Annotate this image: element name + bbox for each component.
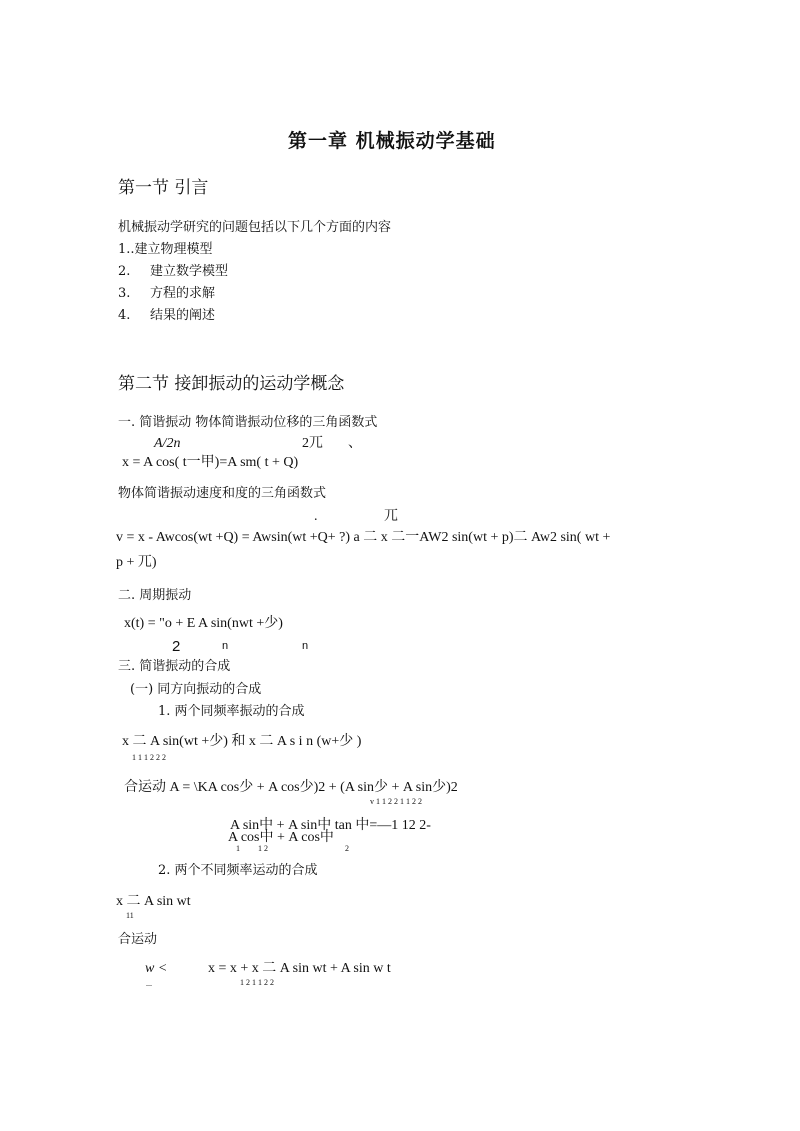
formula-same-frequency: x 二 A sin(wt +少) 和 x 二 A s i n (w+少 )	[122, 734, 362, 749]
list-number: 2.	[118, 264, 131, 279]
paragraph: (一) 同方向振动的合成	[130, 682, 262, 697]
paragraph: 2. 两个不同频率运动的合成	[158, 863, 318, 878]
formula-subscripts: v 1 1 2 2 1 1 2 2	[370, 797, 422, 806]
paragraph: 二. 周期振动	[118, 588, 192, 603]
list-item: 1..建立物理模型	[118, 242, 213, 257]
formula-phase-numerator: A sin中 + A sin中 tan 中=—1 12 2-	[230, 818, 431, 833]
section1-intro: 机械振动学研究的问题包括以下几个方面的内容	[118, 220, 392, 235]
paragraph: 合运动	[118, 932, 158, 947]
formula-displacement: x = A cos( t一甲)=A sm( t + Q)	[122, 455, 299, 470]
formula-subscripts: 1 2 1 1 2 2	[240, 978, 274, 987]
formula-annotation: 、	[348, 436, 362, 451]
section2-heading: 第二节 接卸振动的运动学概念	[118, 374, 345, 394]
list-number: 3.	[118, 286, 131, 301]
formula-annotation: A/2n	[154, 436, 181, 451]
paragraph: 一. 简谐振动 物体简谐振动位移的三角函数式	[118, 415, 378, 430]
formula-periodic: x(t) = "o + E A sin(nwt +少)	[124, 616, 283, 631]
list-item: 建立数学模型	[150, 264, 229, 279]
formula-subscripts: 1 1 1 2 2 2	[132, 753, 166, 762]
formula-subscripts: 1 2	[258, 844, 268, 853]
formula-subscripts: 2	[345, 844, 349, 853]
formula-annotation: 兀	[384, 509, 398, 524]
formula-phase-denominator: A cos中 + A cos中	[228, 830, 334, 845]
formula-annotation: 2兀	[302, 436, 323, 451]
page-title: 第一章 机械振动学基础	[288, 130, 496, 152]
formula-annotation: w <	[145, 961, 168, 976]
formula-annotation: ...	[146, 979, 152, 988]
formula-subscripts: 1	[236, 844, 240, 853]
list-item: 结果的阐述	[150, 308, 216, 323]
formula-different-frequency: x 二 A sin wt	[116, 894, 191, 909]
formula-velocity-cont: p + 兀)	[116, 555, 157, 570]
formula-velocity: v = x - Awcos(wt +Q) = Awsin(wt +Q+ ?) a 二 x 二一AW2 sin(wt + p)二 Aw2 sin( wt +	[116, 530, 611, 545]
formula-sum: x = x + x 二 A sin wt + A sin w t	[208, 961, 391, 976]
formula-resultant-amplitude: 合运动 A = \KA cos少 + A cos少)2 + (A sin少 + A sin少)2	[124, 780, 458, 795]
formula-subscripts: 11	[126, 911, 134, 920]
paragraph: 1. 两个同频率振动的合成	[158, 704, 305, 719]
formula-annotation: n	[302, 640, 309, 652]
section1-heading: 第一节 引言	[118, 178, 209, 198]
formula-annotation: n	[222, 640, 229, 652]
paragraph: 物体简谐振动速度和度的三角函数式	[118, 486, 327, 501]
paragraph: 三. 简谐振动的合成	[118, 659, 231, 674]
formula-annotation: .	[314, 509, 318, 524]
list-number: 4.	[118, 308, 131, 323]
list-item: 方程的求解	[150, 286, 216, 301]
formula-annotation: 2	[172, 638, 181, 655]
